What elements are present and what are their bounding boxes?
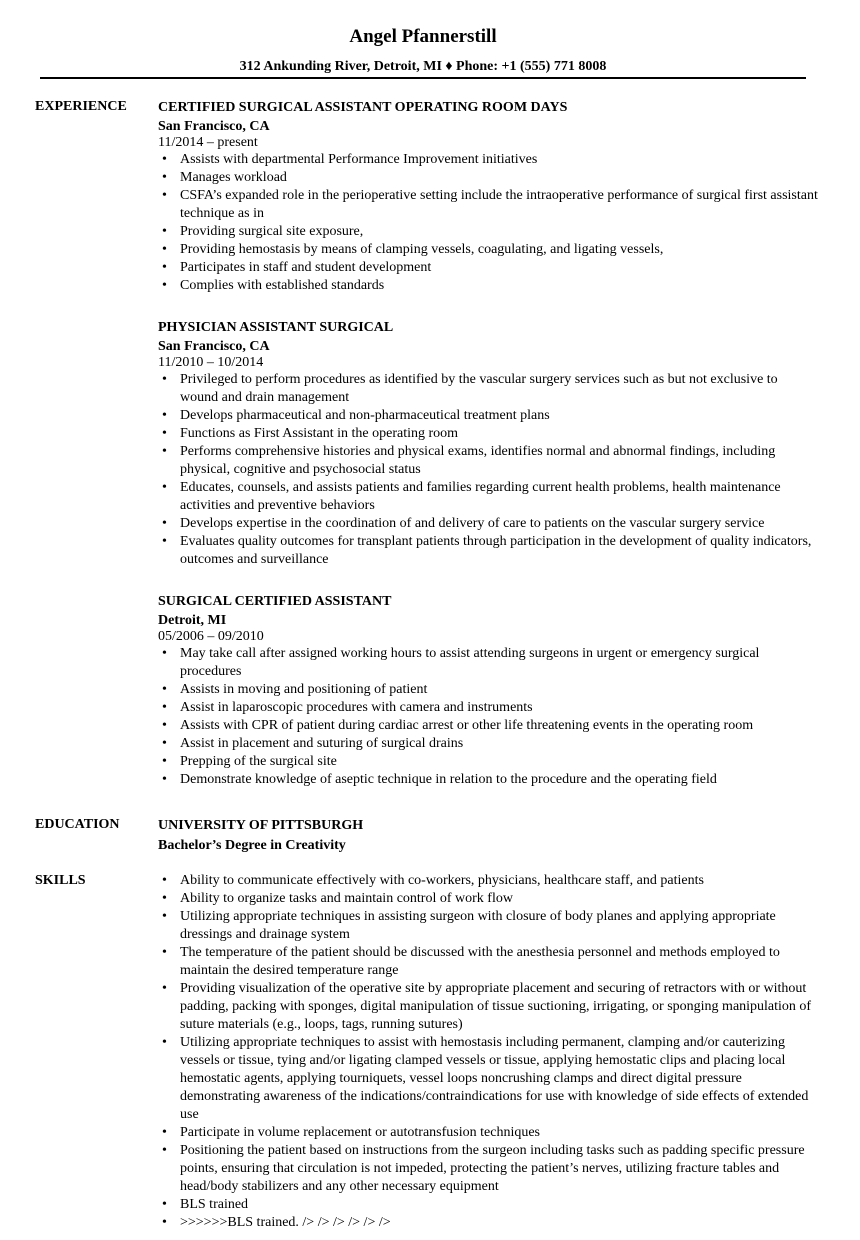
list-item: • Privileged to perform procedures as identified by the vascular surgery services such as but not exclusive to wound and drain management: [158, 371, 818, 407]
list-item: • Manages workload: [158, 169, 818, 187]
job-duties-list: [158, 371, 818, 569]
skills-list: [158, 872, 818, 1232]
list-item: • The temperature of the patient should be discussed with the anesthesia personnel and methods employed to maintain the desired temperature range: [158, 944, 818, 980]
list-item: • Ability to organize tasks and maintain control of work flow: [158, 890, 818, 908]
list-item: • CSFA’s expanded role in the perioperative setting include the intraoperative performance of surgical first assistant technique as in: [158, 187, 818, 223]
list-item: • Utilizing appropriate techniques in assisting surgeon with closure of body planes and applying appropriate dressings and drainage system: [158, 908, 818, 944]
list-item: • Assist in laparoscopic procedures with camera and instruments: [158, 699, 818, 717]
skills-entry: [158, 872, 818, 1232]
job-entry: [158, 319, 818, 569]
job-dates: 11/2014 – present: [158, 135, 258, 150]
list-item: • Assists with departmental Performance Improvement initiatives: [158, 151, 818, 169]
job-title: PHYSICIAN ASSISTANT SURGICAL: [158, 320, 394, 335]
candidate-name: Angel Pfannerstill: [349, 26, 497, 47]
list-item: • Providing visualization of the operative site by appropriate placement and securing of retractors with or without padding, packing with sponges, digital manipulation of tissue suctioning, irrigating, or sponging manipulation of suture materials (e.g., loops, tags, running sutures): [158, 980, 818, 1034]
list-item: • Ability to communicate effectively with co-workers, physicians, healthcare staff, and patients: [158, 872, 818, 890]
degree: Bachelor’s Degree in Creativity: [158, 838, 346, 853]
list-item: • Develops expertise in the coordination of and delivery of care to patients on the vascular surgery service: [158, 515, 818, 533]
education-entry: [158, 817, 818, 855]
list-item: • Develops pharmaceutical and non-pharmaceutical treatment plans: [158, 407, 818, 425]
list-item: • Prepping of the surgical site: [158, 753, 818, 771]
job-entry: [158, 99, 818, 295]
list-item: • May take call after assigned working hours to assist attending surgeons in urgent or emergency surgical procedures: [158, 645, 818, 681]
skills-heading: SKILLS: [35, 873, 86, 888]
list-item: • Evaluates quality outcomes for transplant patients through participation in the development of quality indicators, outcomes and surveillance: [158, 533, 818, 569]
school-name: UNIVERSITY OF PITTSBURGH: [158, 818, 364, 833]
list-item: • Utilizing appropriate techniques to assist with hemostasis including permanent, clamping and/or cauterizing vessels or tissue, tying and/or ligating clamped vessels or tissue, applying hemostatic clips and placing local hemostatic agents, applying tourniquets, vessel loops noncrushing clamps and direct digital pressure demonstrating awareness of the indications/contraindications for use with knowledge of side effects of extended use: [158, 1034, 818, 1124]
list-item: • BLS trained: [158, 1196, 818, 1214]
list-item: • >>>>>>BLS trained. /> /> /> /> /> />: [158, 1214, 818, 1232]
job-entry: [158, 593, 818, 789]
education-heading: EDUCATION: [35, 817, 120, 832]
list-item: • Participate in volume replacement or autotransfusion techniques: [158, 1124, 818, 1142]
job-location: San Francisco, CA: [158, 339, 270, 354]
list-item: • Demonstrate knowledge of aseptic technique in relation to the procedure and the operating field: [158, 771, 818, 789]
job-duties-list: [158, 151, 818, 295]
job-location: San Francisco, CA: [158, 119, 270, 134]
list-item: • Providing hemostasis by means of clamping vessels, coagulating, and ligating vessels,: [158, 241, 818, 259]
header-divider: [40, 77, 806, 79]
list-item: • Functions as First Assistant in the operating room: [158, 425, 818, 443]
list-item: • Educates, counsels, and assists patients and families regarding current health problems, health maintenance activities and preventive behaviors: [158, 479, 818, 515]
list-item: • Providing surgical site exposure,: [158, 223, 818, 241]
job-dates: 11/2010 – 10/2014: [158, 355, 264, 370]
job-location: Detroit, MI: [158, 613, 227, 628]
experience-heading: EXPERIENCE: [35, 99, 127, 114]
job-dates: 05/2006 – 09/2010: [158, 629, 264, 644]
list-item: • Assists in moving and positioning of patient: [158, 681, 818, 699]
contact-line: 312 Ankunding River, Detroit, MI ♦ Phone: +1 (555) 771 8008: [239, 59, 607, 74]
job-title: SURGICAL CERTIFIED ASSISTANT: [158, 594, 392, 609]
job-title: CERTIFIED SURGICAL ASSISTANT OPERATING ROOM DAYS: [158, 100, 568, 115]
list-item: • Assists with CPR of patient during cardiac arrest or other life threatening events in the operating room: [158, 717, 818, 735]
list-item: • Positioning the patient based on instructions from the surgeon including tasks such as padding specific pressure points, ensuring that circulation is not impeded, protecting the patient’s nerves, utilizing fracture tables and head/body stabilizers and any other necessary equipment: [158, 1142, 818, 1196]
list-item: • Participates in staff and student development: [158, 259, 818, 277]
job-duties-list: [158, 645, 818, 789]
list-item: • Performs comprehensive histories and physical exams, identifies normal and abnormal findings, including physical, cognitive and psychosocial status: [158, 443, 818, 479]
list-item: • Assist in placement and suturing of surgical drains: [158, 735, 818, 753]
list-item: • Complies with established standards: [158, 277, 818, 295]
